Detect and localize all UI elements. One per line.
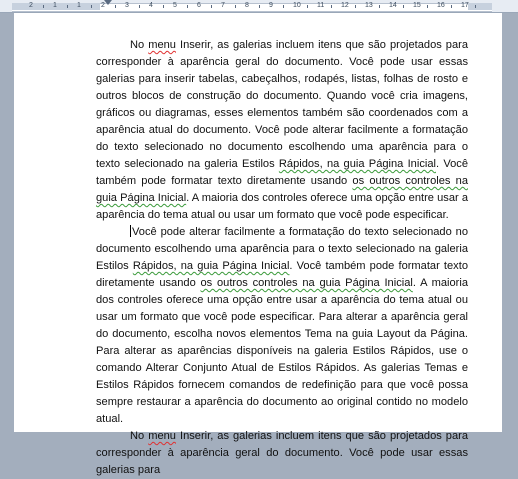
text-run: . Você também pode formatar texto diretamente usando: [96, 260, 468, 289]
text-run: . A maioria dos controles oferece uma opção entre usar a aparência do tema atual ou usar um formato que você pode especificar. Para alterar a aparência geral do documento, escolha novos elementos Tema na guia Layout da Página. Para alterar as aparências disponíveis na galeria Estilos Rápidos, use o comando Alterar Conjunto Atual de Estilos Rápidos. As galerias Temas e Estilos Rápidos fornecem comandos de redefinição para que você possa sempre restaurar a aparência do documento ao original contido no modelo atual.: [96, 277, 468, 425]
ruler-number: 1: [77, 2, 81, 9]
first-line-indent-marker[interactable]: [104, 0, 112, 5]
ruler-number: 10: [293, 2, 301, 9]
text-run: No: [130, 39, 149, 51]
document-body[interactable]: [96, 37, 468, 479]
ruler-tick: [163, 5, 164, 8]
ruler-tick: [283, 5, 284, 8]
ruler-tick: [235, 5, 236, 8]
ruler-tick: [67, 5, 68, 8]
ruler-number: 6: [197, 2, 201, 9]
ruler-tick: [475, 5, 476, 8]
paragraph[interactable]: [96, 224, 468, 428]
ruler-tick: [427, 5, 428, 8]
ruler-tick: [43, 5, 44, 8]
ruler-number: 3: [125, 2, 129, 9]
ruler-number: 7: [221, 2, 225, 9]
ruler-number: 13: [365, 2, 373, 9]
horizontal-ruler[interactable]: [0, 0, 518, 13]
paragraph[interactable]: [96, 37, 468, 224]
text-run: Inserir, as galerias incluem itens que são projetados para corresponder à aparência geral do documento. Você pode usar essas galerias para: [96, 430, 469, 476]
document-page[interactable]: [14, 13, 502, 476]
spelling-flagged-text: menu: [148, 39, 176, 51]
ruler-number: 1: [53, 2, 57, 9]
text-run: . A maioria dos controles oferece uma opção entre usar a aparência do tema atual ou usar um formato que você pode especificar.: [96, 192, 468, 221]
ruler-number: 4: [149, 2, 153, 9]
ruler-number: 8: [245, 2, 249, 9]
ruler-number: 14: [389, 2, 397, 9]
ruler-number: 2: [101, 2, 105, 9]
grammar-flagged-text: Rápidos, na guia Página Inicial: [278, 158, 436, 170]
ruler-tick: [115, 5, 116, 8]
ruler-number: 9: [269, 2, 273, 9]
text-run: Você pode alterar facilmente a formatação do texto selecionado no documento escolhendo uma aparência para o texto selecionado na galeria Estilos: [96, 226, 468, 272]
spelling-flagged-text: menu: [148, 430, 176, 442]
ruler-tick: [331, 5, 332, 8]
paragraph[interactable]: [96, 428, 468, 479]
ruler-number: 17: [461, 2, 469, 9]
grammar-flagged-text: Rápidos, na guia Página Inicial: [132, 260, 290, 272]
ruler-number: 15: [413, 2, 421, 9]
text-run: No: [130, 430, 149, 442]
ruler-number: 5: [173, 2, 177, 9]
ruler-tick: [355, 5, 356, 8]
ruler-tick: [379, 5, 380, 8]
ruler-tick: [403, 5, 404, 8]
text-cursor: [130, 225, 131, 237]
ruler-number: 2: [29, 2, 33, 9]
ruler-right-margin: [468, 3, 492, 10]
ruler-tick: [139, 5, 140, 8]
ruler-tick: [307, 5, 308, 8]
ruler-number: 12: [341, 2, 349, 9]
ruler-tick: [211, 5, 212, 8]
text-run: . Você também pode formatar texto diretamente usando: [96, 158, 468, 187]
text-run: Inserir, as galerias incluem itens que são projetados para corresponder à aparência geral do documento. Você pode usar essas galerias para inserir tabelas, cabeçalhos, rodapés, listas, folhas de rosto e outros blocos de construção do documento. Quando você cria imagens, gráficos ou diagramas, esses elementos também são coordenados com a aparência atual do documento. Você pode alterar facilmente a formatação do texto selecionado no documento escolhendo uma aparência para o texto selecionado na galeria Estilos: [96, 39, 469, 170]
ruler-tick: [187, 5, 188, 8]
ruler-tick: [91, 5, 92, 8]
ruler-tick: [259, 5, 260, 8]
grammar-flagged-text: os outros controles na guia Página Inicial: [200, 277, 413, 289]
ruler-tick: [451, 5, 452, 8]
grammar-flagged-text: os outros controles na guia Página Inicial: [96, 175, 468, 204]
ruler-number: 11: [317, 2, 325, 9]
ruler-number: 16: [437, 2, 445, 9]
